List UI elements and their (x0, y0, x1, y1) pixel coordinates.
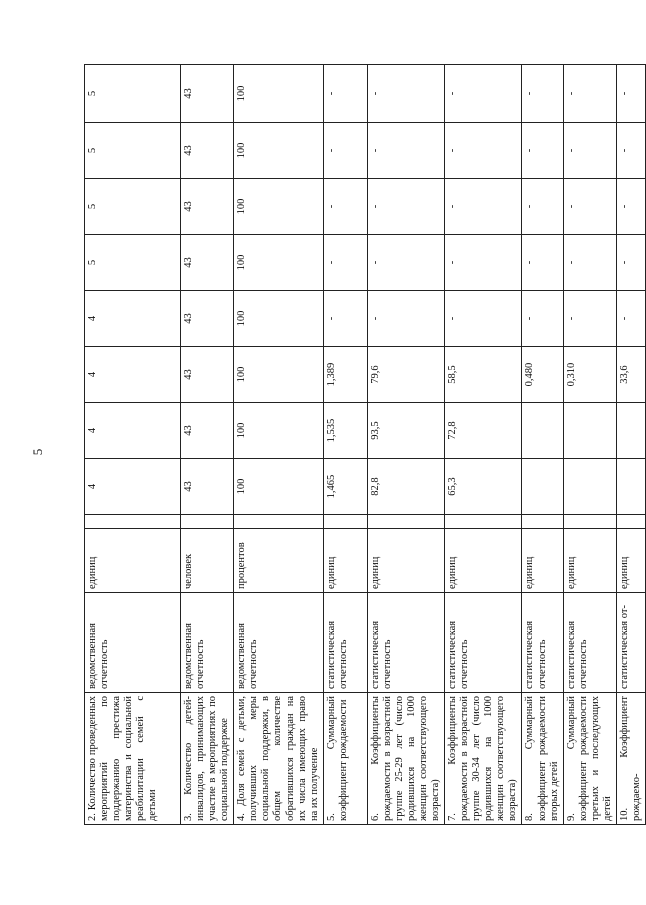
value-cell: - (563, 123, 616, 179)
value-cell: 0,310 (563, 347, 616, 403)
value-cell (616, 459, 645, 515)
value-cell: - (367, 123, 444, 179)
value-cell: 4 (85, 347, 181, 403)
value-cell: 0,480 (522, 347, 563, 403)
unit-of-measure: человек (181, 529, 234, 593)
value-cell: 5 (85, 179, 181, 235)
unit-of-measure: единиц (445, 529, 522, 593)
value-cell: - (445, 179, 522, 235)
value-cell: 79,6 (367, 347, 444, 403)
value-cell: - (563, 179, 616, 235)
value-cell: 1,389 (323, 347, 367, 403)
value-cell: 100 (234, 403, 323, 459)
table-row (563, 65, 616, 825)
table-row (85, 65, 181, 825)
value-cell (616, 403, 645, 459)
value-cell: - (445, 291, 522, 347)
unit-of-measure: единиц (323, 529, 367, 593)
value-cell: - (367, 179, 444, 235)
value-cell: 43 (181, 235, 234, 291)
indicator-name: 3. Количество детей-инвалидов, принимающих участие в мероприятиях по социальной поддержке (181, 693, 234, 825)
unit-of-measure: процентов (234, 529, 323, 593)
value-cell: 5 (85, 235, 181, 291)
value-cell: - (323, 123, 367, 179)
value-cell: - (616, 291, 645, 347)
value-cell: - (323, 179, 367, 235)
data-source: ведомственная отчетность (181, 593, 234, 693)
table-row (367, 65, 444, 825)
value-cell (563, 403, 616, 459)
value-cell: - (445, 65, 522, 123)
value-cell: 5 (85, 65, 181, 123)
data-source: ведомственная отчетность (85, 593, 181, 693)
table-row (234, 65, 323, 825)
value-cell: 72,8 (445, 403, 522, 459)
value-cell: 4 (85, 459, 181, 515)
value-cell: 100 (234, 347, 323, 403)
table-row (616, 65, 645, 825)
value-cell: 100 (234, 179, 323, 235)
value-cell: - (616, 179, 645, 235)
value-cell: - (323, 235, 367, 291)
value-cell: 100 (234, 459, 323, 515)
indicator-name: 10. Коэффициент рождаемо- (616, 693, 645, 825)
value-cell: - (323, 65, 367, 123)
empty-cell (181, 515, 234, 529)
value-cell: 33,6 (616, 347, 645, 403)
value-cell: - (323, 291, 367, 347)
empty-cell (367, 515, 444, 529)
value-cell: 58,5 (445, 347, 522, 403)
data-source: статистическая отчетность (367, 593, 444, 693)
empty-cell (563, 515, 616, 529)
data-source: статистическая от- (616, 593, 645, 693)
table-row (445, 65, 522, 825)
data-source: статистическая отчетность (563, 593, 616, 693)
value-cell: - (616, 235, 645, 291)
value-cell: 43 (181, 179, 234, 235)
value-cell: - (522, 235, 563, 291)
table-row (522, 65, 563, 825)
value-cell: 43 (181, 347, 234, 403)
data-source: статистическая отчетность (323, 593, 367, 693)
value-cell: - (616, 65, 645, 123)
value-cell (563, 459, 616, 515)
value-cell: 4 (85, 403, 181, 459)
unit-of-measure: единиц (522, 529, 563, 593)
value-cell: - (522, 65, 563, 123)
unit-of-measure: единиц (367, 529, 444, 593)
empty-cell (445, 515, 522, 529)
value-cell: - (563, 291, 616, 347)
rotated-table-container (84, 65, 642, 825)
value-cell: 43 (181, 123, 234, 179)
value-cell: - (522, 179, 563, 235)
value-cell: 100 (234, 123, 323, 179)
value-cell: - (616, 123, 645, 179)
empty-cell (234, 515, 323, 529)
indicators-table (84, 64, 646, 825)
value-cell: 82,8 (367, 459, 444, 515)
empty-cell (522, 515, 563, 529)
value-cell: 5 (85, 123, 181, 179)
value-cell: - (367, 291, 444, 347)
value-cell: - (445, 123, 522, 179)
indicator-name: 2. Количество проведенных мероприятий по поддержанию престижа материнства и социальной реабилитации семей с детьми (85, 693, 181, 825)
data-source: статистическая отчетность (445, 593, 522, 693)
value-cell: 43 (181, 65, 234, 123)
value-cell: - (563, 65, 616, 123)
value-cell: 4 (85, 291, 181, 347)
table-row (323, 65, 367, 825)
value-cell: 93,5 (367, 403, 444, 459)
value-cell: - (522, 123, 563, 179)
value-cell: 100 (234, 235, 323, 291)
indicator-name: 9. Суммарный коэффициент рождаемости третьих и последующих детей (563, 693, 616, 825)
unit-of-measure: единиц (85, 529, 181, 593)
value-cell: 1,535 (323, 403, 367, 459)
empty-cell (85, 515, 181, 529)
value-cell: - (522, 291, 563, 347)
empty-cell (323, 515, 367, 529)
value-cell: 65,3 (445, 459, 522, 515)
value-cell: - (563, 235, 616, 291)
value-cell: 1,465 (323, 459, 367, 515)
unit-of-measure: единиц (563, 529, 616, 593)
value-cell: 100 (234, 291, 323, 347)
value-cell: 43 (181, 403, 234, 459)
indicator-name: 4. Доля семей с детьми, получивших меры социальной поддержки, в общем количестве обратившихся граждан на их числа имеющих право на их получение (234, 693, 323, 825)
data-source: ведомственная отчетность (234, 593, 323, 693)
value-cell: 100 (234, 65, 323, 123)
value-cell: 43 (181, 459, 234, 515)
indicator-name: 7. Коэффициенты рождаемости в возрастной группе 30-34 лет (число родившихся на 1000 женщин соответствующего возраста) (445, 693, 522, 825)
value-cell (522, 459, 563, 515)
indicator-name: 5. Суммарный коэффициент рождаемости (323, 693, 367, 825)
indicator-name: 8. Суммарный коэффициент рождаемости вторых детей (522, 693, 563, 825)
indicator-name: 6. Коэффициенты рождаемости в возрастной группе 25-29 лет (число родившихся на 1000 женщин соответствующего возраста) (367, 693, 444, 825)
empty-cell (616, 515, 645, 529)
page-number: 5 (30, 448, 45, 456)
unit-of-measure: единиц (616, 529, 645, 593)
value-cell: - (445, 235, 522, 291)
value-cell: - (367, 65, 444, 123)
value-cell: 43 (181, 291, 234, 347)
value-cell (522, 403, 563, 459)
data-source: статистическая отчетность (522, 593, 563, 693)
value-cell: - (367, 235, 444, 291)
table-row (181, 65, 234, 825)
